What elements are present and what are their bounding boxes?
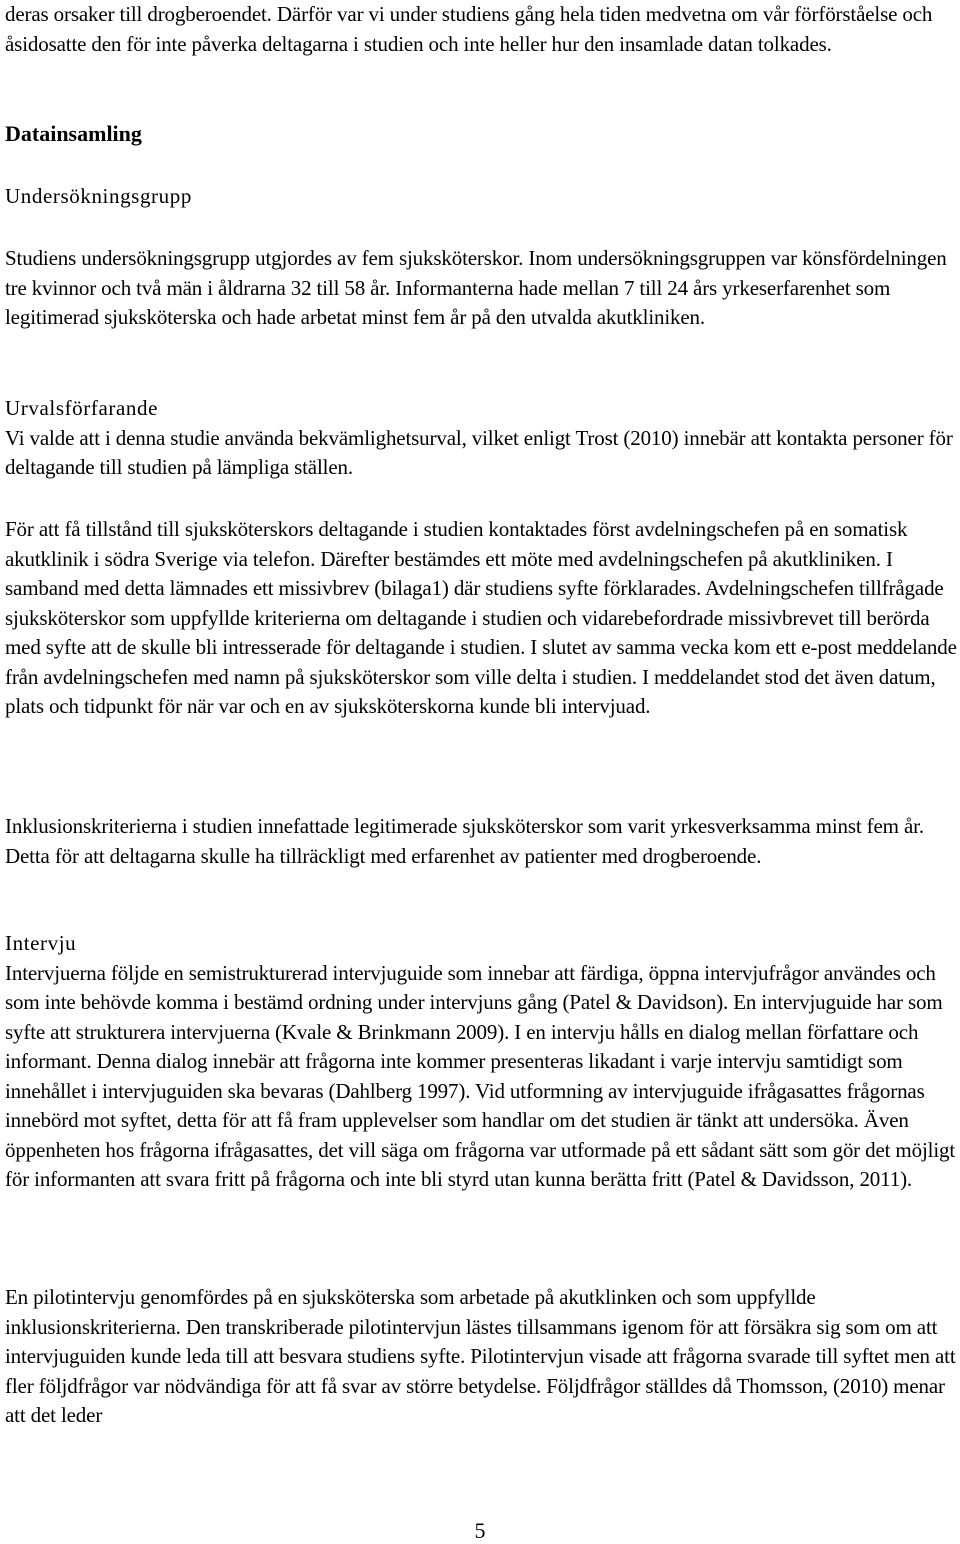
intro-paragraph-block bbox=[5, 0, 957, 59]
pilot-interview-paragraph-block bbox=[5, 1283, 957, 1431]
urvalsforfarande-paragraph-1: Vi valde att i denna studie använda bekvämlighetsurval, vilket enligt Trost (2010) innebär att kontakta personer för deltagande till studien på lämpliga ställen. bbox=[5, 425, 953, 479]
urvalsforfarande-paragraph-2: För att få tillstånd till sjuksköterskors deltagande i studien kontaktades först avdelningschefen på en somatisk akutklinik i södra Sverige via telefon. Därefter bestämdes ett möte med avdelningschefen på akutkliniken. I samband med detta lämnades ett missivbrev (bilaga1) där studiens syfte förklarades. Avdelningschefen tillfrågade sjuksköterskor som uppfyllde kriterierna om deltagande i studien och vidarebefordrade missivbrevet till berörda med syfte att de skulle bli intresserade för deltagande i studien. I slutet av samma vecka kom ett e-post meddelande från avdelningschefen med namn på sjuksköterskor som ville delta i studien. I meddelandet stod det även datum, plats och tidpunkt för när var och en av sjuksköterskorna kunde bli intervjuad. bbox=[5, 517, 957, 718]
pilot-interview-paragraph: En pilotintervju genomfördes på en sjuksköterska som arbetade på akutklinken och som uppfyllde inklusionskriterierna. Den transkriberade pilotintervjun lästes tillsammans igenom för att försäkra sig som om att intervjuguiden kunde leda till att besvara studiens syfte. Pilotintervjun visade att frågorna svarade till syftet men att fler följdfrågor var nödvändiga för att få svar av större betydelse. Följdfrågor ställdes då Thomsson, (2010) menar att det leder bbox=[5, 1285, 956, 1427]
subsection-title-undersokningsgrupp: Undersökningsgrupp bbox=[5, 184, 192, 208]
undersokningsgrupp-paragraph-block bbox=[5, 244, 957, 333]
subsection-title-urvalsforfarande: Urvalsförfarande bbox=[5, 396, 159, 420]
intervju-paragraph-1: Intervjuerna följde en semistrukturerad intervjuguide som innebar att färdiga, öppna intervjufrågor användes och som inte behövde komma i bestämd ordning under intervjuns gång (Patel & Davidson). En intervjuguide har som syfte att strukturera intervjuerna (Kvale & Brinkmann 2009). I en intervju hålls en dialog mellan författare och informant. Denna dialog innebär att frågorna inte kommer presenteras likadant i varje intervju samtidigt som innehållet i intervjuguiden ska bevaras (Dahlberg 1997). Vid utformning av intervjuguide ifrågasattes frågornas innebörd mot syftet, detta för att få fram upplevelser som handlar om det studien är tänkt att undersöka. Även öppenheten hos frågorna ifrågasattes, det vill säga om frågorna var utformade på ett sådant sätt som gör det möjligt för informanten att svara fritt på frågorna och inte bli styrd utan kunna berätta fritt (Patel & Davidsson, 2011). bbox=[5, 960, 956, 1191]
intro-paragraph: deras orsaker till drogberoendet. Därför var vi under studiens gång hela tiden medvetna om vår förförståelse och åsidosatte den för inte påverka deltagarna i studien och inte heller hur den insamlade datan tolkades. bbox=[5, 2, 933, 56]
intervju-section bbox=[5, 929, 957, 1195]
subsection-title-intervju: Intervju bbox=[5, 931, 77, 955]
undersokningsgrupp-paragraph: Studiens undersökningsgrupp utgjordes av fem sjuksköterskor. Inom undersökningsgruppen var könsfördelningen tre kvinnor och två män i åldrarna 32 till 58 år. Informanterna hade mellan 7 till 24 års yrkeserfarenhet som legitimerad sjuksköterska och hade arbetat minst fem år på den utvalda akutkliniken. bbox=[5, 246, 947, 329]
undersokningsgrupp-section bbox=[5, 182, 957, 212]
inclusion-criteria-paragraph: Inklusionskriterierna i studien innefattade legitimerade sjuksköterskor som varit yrkesverksamma minst fem år. Detta för att deltagarna skulle ha tillräckligt med erfarenhet av patienter med drogberoende. bbox=[5, 814, 924, 868]
section-heading: Datainsamling bbox=[5, 121, 142, 146]
inclusion-paragraph-block bbox=[5, 812, 957, 871]
page-number: 5 bbox=[474, 1518, 486, 1543]
urvalsforfarande-paragraph-2-block bbox=[5, 515, 957, 722]
urvalsforfarande-section bbox=[5, 394, 957, 483]
